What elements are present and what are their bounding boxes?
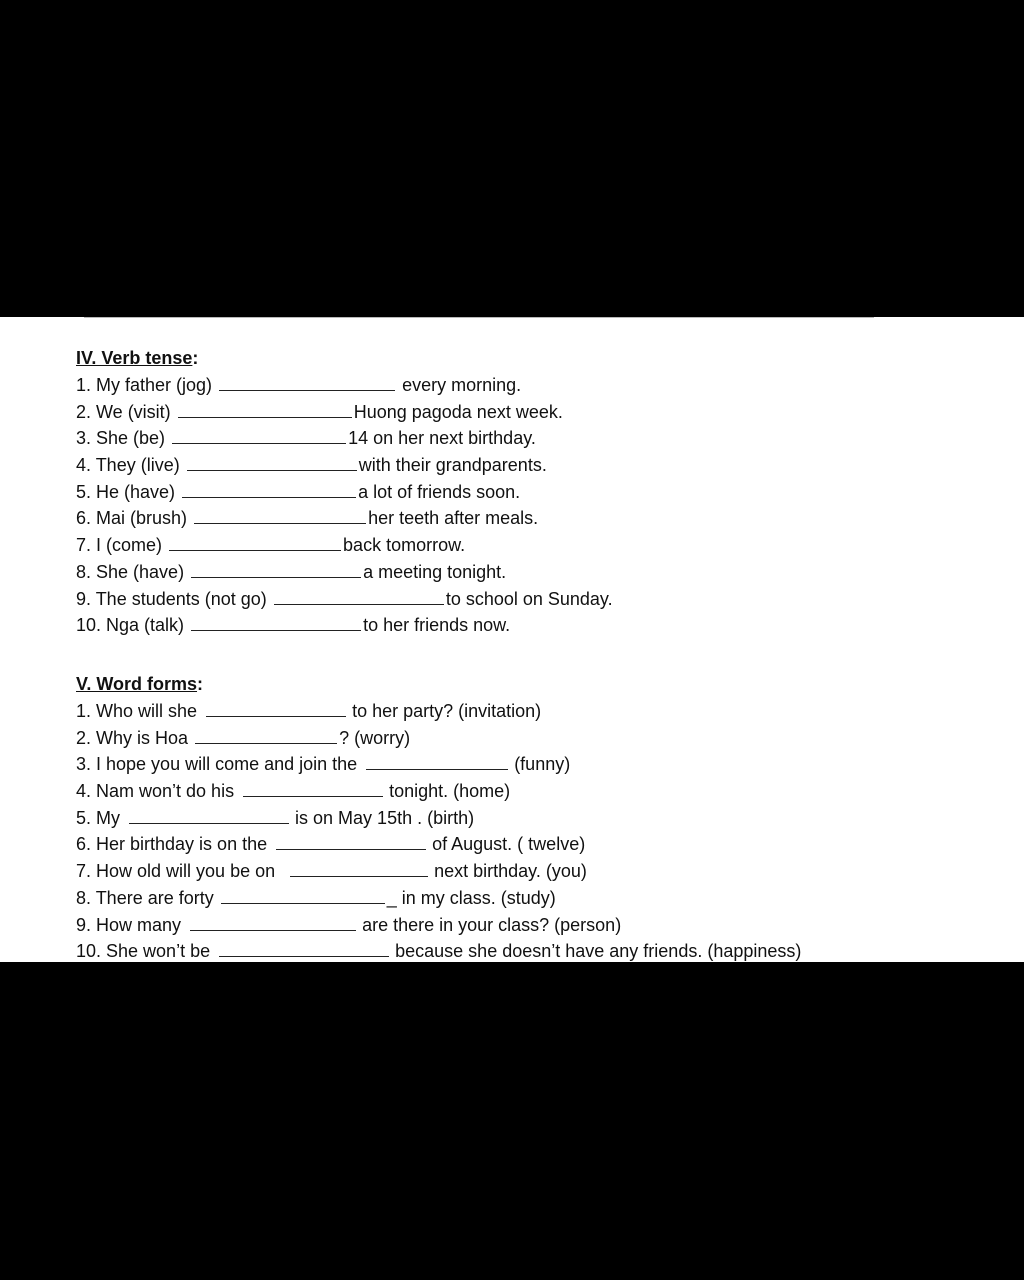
answer-blank[interactable] xyxy=(194,508,366,524)
exercise-item: 3. She (be) 14 on her next birthday. xyxy=(76,428,536,449)
answer-blank[interactable] xyxy=(366,754,508,770)
answer-blank[interactable] xyxy=(243,781,383,797)
exercise-item: 4. They (live) with their grandparents. xyxy=(76,455,547,476)
exercise-item: 4. Nam won’t do his tonight. (home) xyxy=(76,781,511,802)
exercise-item: 2. Why is Hoa ? (worry) xyxy=(76,727,411,748)
worksheet-page xyxy=(0,317,1024,962)
answer-blank[interactable] xyxy=(178,402,352,418)
answer-blank[interactable] xyxy=(191,615,361,631)
exercise-item: 5. He (have) a lot of friends soon. xyxy=(76,481,521,502)
exercise-item: 2. We (visit) Huong pagoda next week. xyxy=(76,401,563,422)
answer-blank[interactable] xyxy=(219,375,395,391)
exercise-item: 7. How old will you be on next birthday. (you) xyxy=(76,861,587,882)
answer-blank[interactable] xyxy=(195,728,337,744)
section-title: IV. Verb tense: xyxy=(76,348,199,368)
answer-blank[interactable] xyxy=(274,589,444,605)
exercise-item: 8. She (have) a meeting tonight. xyxy=(76,561,507,582)
exercise-item: 1. Who will she to her party? (invitation) xyxy=(76,701,542,721)
answer-blank[interactable] xyxy=(191,562,361,578)
answer-blank[interactable] xyxy=(172,428,346,444)
exercise-item: 6. Mai (brush) her teeth after meals. xyxy=(76,508,539,529)
answer-blank[interactable] xyxy=(129,808,289,824)
answer-blank[interactable] xyxy=(169,535,341,551)
answer-blank[interactable] xyxy=(221,888,385,904)
exercise-item: 1. My father (jog) every morning. xyxy=(76,375,522,395)
section-verb-tense xyxy=(76,345,613,639)
section-word-forms xyxy=(76,671,801,962)
exercise-item: 3. I hope you will come and join the (funny) xyxy=(76,754,571,775)
exercise-item: 8. There are forty _ in my class. (study) xyxy=(76,887,556,908)
exercise-item: 9. How many are there in your class? (person) xyxy=(76,914,622,935)
exercise-item: 9. The students (not go) to school on Sunday. xyxy=(76,588,613,609)
answer-blank[interactable] xyxy=(276,834,426,850)
exercise-item: 10. She won’t be because she doesn’t have any friends. (happiness) xyxy=(76,941,802,962)
answer-blank[interactable] xyxy=(182,482,356,498)
answer-blank[interactable] xyxy=(219,941,389,957)
answer-blank[interactable] xyxy=(190,915,356,931)
answer-blank[interactable] xyxy=(290,861,428,877)
exercise-item: 7. I (come) back tomorrow. xyxy=(76,535,466,556)
exercise-item: 6. Her birthday is on the of August. ( twelve) xyxy=(76,834,586,855)
exercise-item: 10. Nga (talk) to her friends now. xyxy=(76,615,511,636)
answer-blank[interactable] xyxy=(206,701,346,717)
exercise-item: 5. My is on May 15th . (birth) xyxy=(76,807,475,828)
answer-blank[interactable] xyxy=(187,455,357,471)
section-title: V. Word forms: xyxy=(76,674,204,694)
top-divider xyxy=(84,317,874,318)
